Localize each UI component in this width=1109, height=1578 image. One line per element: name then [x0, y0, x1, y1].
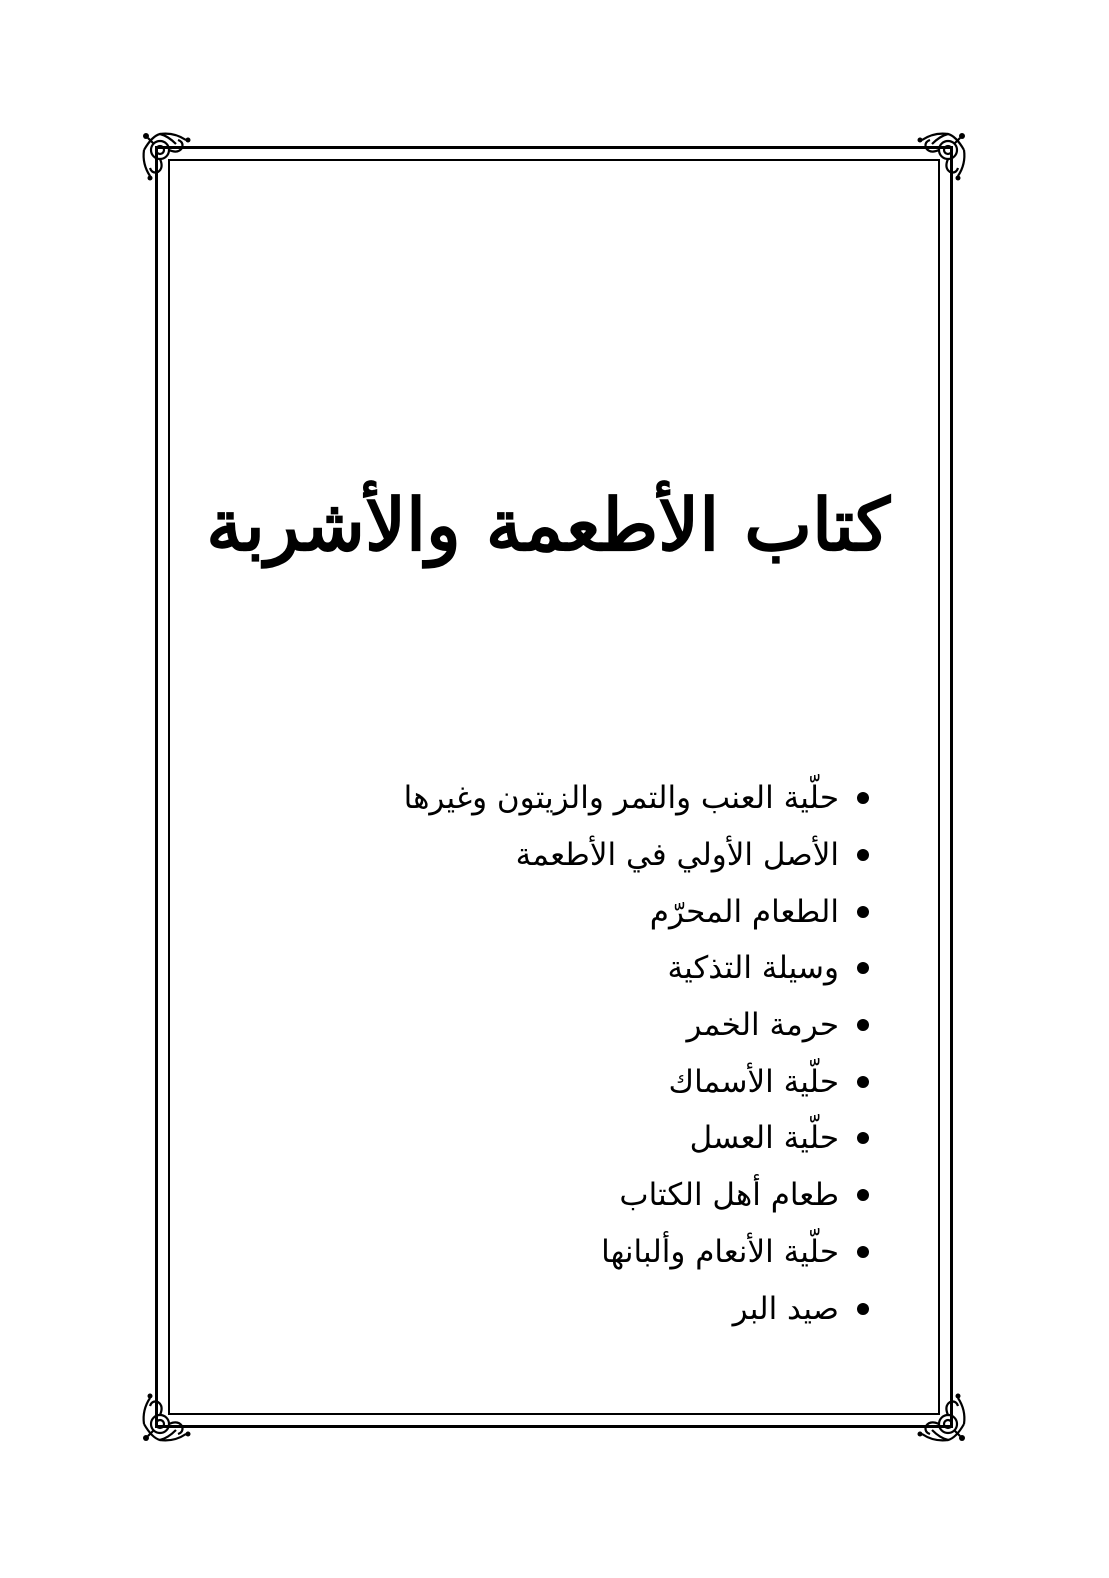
bullet-dot-icon [857, 906, 869, 918]
ornament-corner-icon [906, 1382, 970, 1446]
toc-item-label: حلّية الأسماك [668, 1063, 839, 1100]
toc-item-label: حلّية العنب والتمر والزيتون وغيرها [403, 780, 839, 817]
bullet-dot-icon [857, 1246, 869, 1258]
toc-item [309, 770, 869, 827]
toc-item [309, 1167, 869, 1224]
bullet-dot-icon [857, 1189, 869, 1201]
toc-item-label: وسيلة التذكية [667, 950, 839, 987]
toc-item-label: طعام أهل الكتاب [619, 1177, 839, 1214]
toc-item [309, 1280, 869, 1337]
toc-item [309, 1053, 869, 1110]
toc-item [309, 883, 869, 940]
toc-item [309, 997, 869, 1054]
toc-item [309, 827, 869, 884]
toc-item [309, 1224, 869, 1281]
bullet-dot-icon [857, 962, 869, 974]
toc-list [309, 770, 869, 1337]
toc-item-label: صيد البر [732, 1290, 839, 1327]
ornament-corner-icon [906, 128, 970, 192]
bullet-dot-icon [857, 1303, 869, 1315]
toc-item-label: حلّية العسل [689, 1120, 839, 1157]
bullet-dot-icon [857, 1019, 869, 1031]
toc-item-label: الأصل الأولي في الأطعمة [515, 837, 839, 874]
bullet-dot-icon [857, 849, 869, 861]
toc-item-label: الطعام المحرّم [649, 893, 839, 930]
bullet-dot-icon [857, 1076, 869, 1088]
ornament-corner-icon [138, 1382, 202, 1446]
page-title: كتاب الأطعمة والأشربة [206, 482, 890, 567]
toc-item-label: حرمة الخمر [686, 1007, 839, 1044]
bullet-dot-icon [857, 792, 869, 804]
ornament-corner-icon [138, 128, 202, 192]
toc-item [309, 1110, 869, 1167]
bullet-dot-icon [857, 1132, 869, 1144]
toc-item-label: حلّية الأنعام وألبانها [601, 1233, 839, 1270]
toc-item [309, 940, 869, 997]
